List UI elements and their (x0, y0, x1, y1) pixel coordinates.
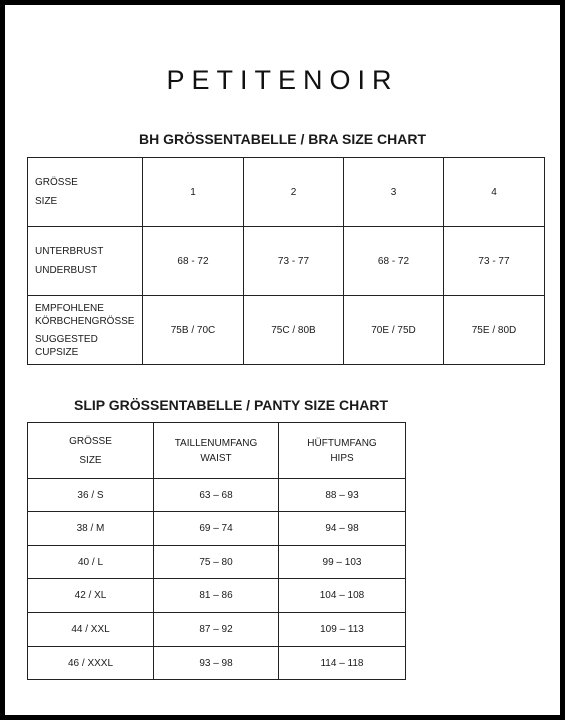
table-cell: 99 – 103 (279, 546, 406, 579)
column-header-line: TAILLENUMFANG (174, 437, 258, 449)
table-cell: 1 (143, 158, 244, 227)
table-cell: 81 – 86 (154, 579, 279, 613)
row-header-line: UNDERBUST (35, 265, 98, 276)
row-header-line: EMPFOHLENE (35, 302, 104, 314)
bra-size-table (27, 157, 545, 365)
column-header-size (28, 423, 154, 479)
table-cell: 2 (244, 158, 344, 227)
row-header-line: KÖRBCHENGRÖSSE (35, 315, 135, 327)
row-header-line: SIZE (35, 196, 58, 207)
table-cell: 88 – 93 (279, 479, 406, 512)
table-cell: 38 / M (28, 512, 154, 546)
column-header-line: WAIST (200, 452, 232, 464)
table-row (28, 579, 406, 613)
table-cell: 114 – 118 (279, 647, 406, 680)
column-header-hips (279, 423, 406, 479)
table-cell: 73 - 77 (244, 227, 344, 296)
table-cell: 69 – 74 (154, 512, 279, 546)
column-header-line: HÜFTUMFANG (307, 437, 377, 449)
table-row (28, 546, 406, 579)
table-cell: 109 – 113 (279, 613, 406, 647)
table-cell: 46 / XXXL (28, 647, 154, 680)
column-header-line: SIZE (79, 454, 102, 466)
table-cell: 36 / S (28, 479, 154, 512)
table-row (28, 647, 406, 680)
table-cell: 63 – 68 (154, 479, 279, 512)
table-cell: 70E / 75D (344, 296, 444, 365)
table-cell: 68 - 72 (344, 227, 444, 296)
panty-chart-title: SLIP GRÖSSENTABELLE / PANTY SIZE CHART (74, 397, 388, 413)
table-cell: 75C / 80B (244, 296, 344, 365)
table-row (28, 479, 406, 512)
table-cell: 75B / 70C (143, 296, 244, 365)
table-cell: 73 - 77 (444, 227, 545, 296)
column-header-line: GRÖSSE (69, 435, 112, 447)
table-cell: 3 (344, 158, 444, 227)
table-cell: 93 – 98 (154, 647, 279, 680)
row-header-underbust (28, 227, 143, 296)
table-cell: 40 / L (28, 546, 154, 579)
row-header-size (28, 158, 143, 227)
brand-logo: PETITENOIR (166, 65, 399, 95)
table-cell: 75E / 80D (444, 296, 545, 365)
table-cell: 44 / XXL (28, 613, 154, 647)
table-row (28, 158, 545, 227)
table-row (28, 296, 545, 365)
table-row (28, 512, 406, 546)
panty-size-table (27, 422, 406, 680)
row-header-line: CUPSIZE (35, 346, 79, 358)
table-cell: 87 – 92 (154, 613, 279, 647)
table-cell: 4 (444, 158, 545, 227)
table-cell: 42 / XL (28, 579, 154, 613)
table-cell: 94 – 98 (279, 512, 406, 546)
table-row (28, 613, 406, 647)
table-cell: 75 – 80 (154, 546, 279, 579)
column-header-line: HIPS (330, 452, 354, 464)
table-cell: 68 - 72 (143, 227, 244, 296)
table-header-row (28, 423, 406, 479)
column-header-waist (154, 423, 279, 479)
row-header-line: UNTERBRUST (35, 246, 104, 257)
table-cell: 104 – 108 (279, 579, 406, 613)
row-header-line: SUGGESTED (35, 333, 98, 345)
row-header-cupsize (28, 296, 143, 365)
row-header-line: GRÖSSE (35, 177, 78, 188)
table-row (28, 227, 545, 296)
bra-chart-title: BH GRÖSSENTABELLE / BRA SIZE CHART (138, 131, 426, 147)
